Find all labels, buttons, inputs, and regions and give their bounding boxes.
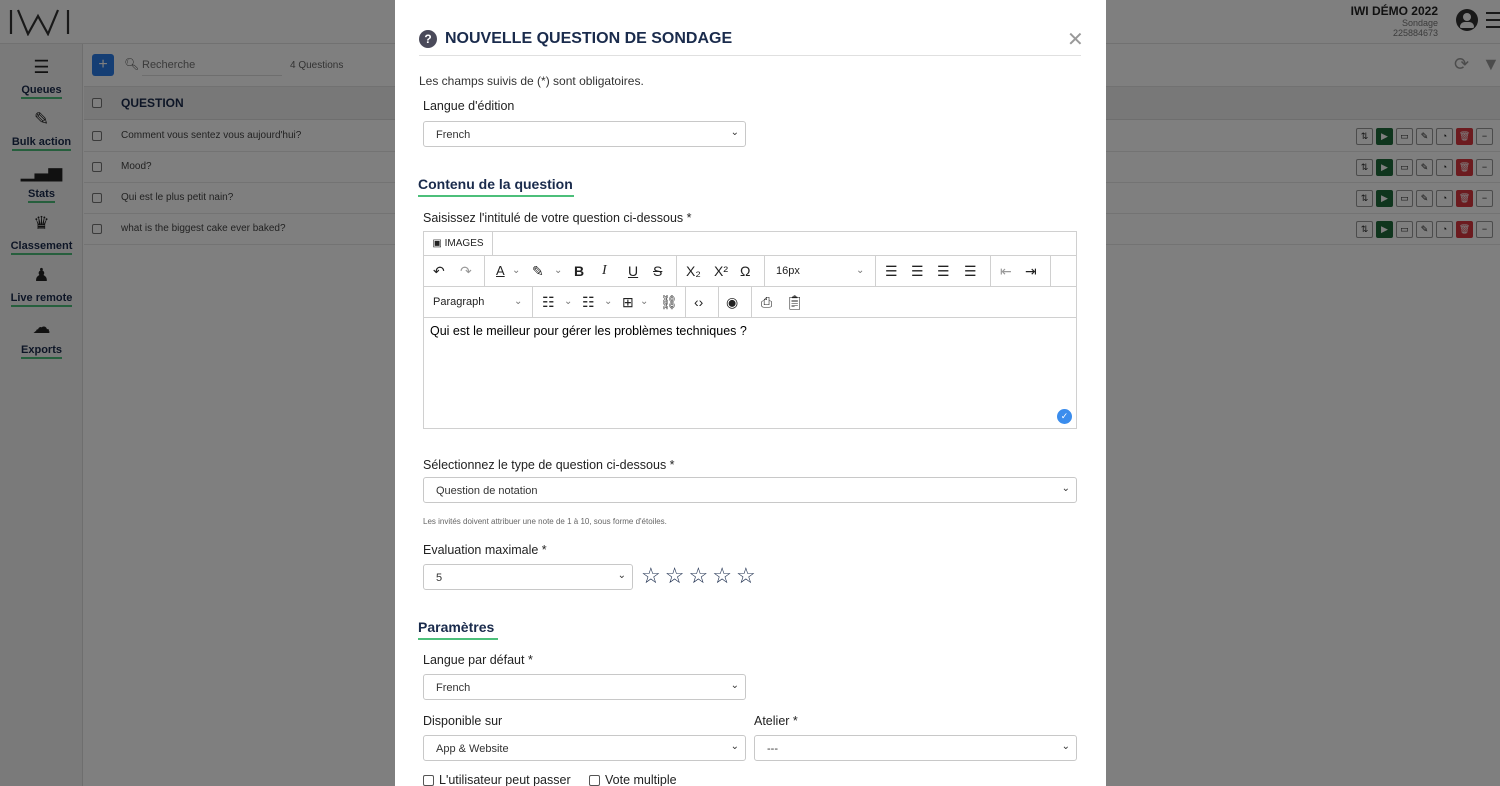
chevron-down-icon[interactable]: ⌄ [554,265,563,276]
default-language-label: Langue par défaut * [423,653,533,667]
source-code-icon[interactable]: ‹› [694,294,704,310]
highlight-icon[interactable]: ✎ [532,263,544,279]
user-can-skip-checkbox[interactable] [423,775,434,786]
close-icon[interactable]: ✕ [1067,29,1084,51]
toolbar-separator [1050,256,1051,287]
chevron-down-icon[interactable]: ⌄ [512,265,521,276]
images-tab-label: IMAGES [444,238,484,249]
toolbar-separator [676,256,677,287]
required-note: Les champs suivis de (*) sont obligatoires. [419,74,644,88]
print-icon[interactable]: ⎙ [761,294,773,310]
params-section-title [418,619,494,635]
select-value: App & Website [436,743,509,755]
superscript-icon[interactable]: X² [714,263,728,279]
align-center-icon[interactable]: ☰ [911,263,924,279]
question-type-hint: Les invités doivent attribuer une note de 1 à 10, sous forme d'étoiles. [423,517,667,526]
toolbar-separator [751,287,752,318]
text-color-icon[interactable]: A [496,263,505,278]
paste-icon[interactable]: 📋︎ [786,294,804,310]
align-right-icon[interactable]: ☰ [937,263,950,279]
chevron-down-icon: ⌄ [617,570,626,581]
default-language-select[interactable] [423,674,746,700]
content-section-title [418,176,573,192]
star-icon: ☆ [712,563,736,588]
editor-content[interactable]: Qui est le meilleur pour gérer les problèmes techniques ? [430,324,747,338]
select-value: French [436,129,471,141]
toolbar-separator [718,287,719,318]
edit-language-select[interactable] [423,121,746,147]
chevron-down-icon: ⌄ [1061,483,1070,494]
workshop-select[interactable] [754,735,1077,761]
chevron-down-icon[interactable]: ⌄ [564,296,573,307]
question-icon: ? [419,30,437,48]
bullet-list-icon[interactable]: ☷ [542,294,555,310]
toolbar-separator [990,256,991,287]
section-underline [418,638,498,640]
italic-icon[interactable]: I [602,263,607,278]
link-icon[interactable]: ⛓ [660,294,678,310]
numbered-list-icon[interactable]: ☷ [582,294,595,310]
chevron-down-icon[interactable]: ⌄ [640,296,649,307]
edit-language-label: Langue d'édition [423,99,515,113]
section-underline [418,195,574,197]
multiple-vote-option[interactable] [589,773,677,786]
table-icon[interactable]: ⊞ [622,294,634,310]
redo-icon[interactable]: ↷ [460,263,472,279]
workshop-label: Atelier * [754,714,798,728]
chevron-down-icon[interactable]: ⌄ [856,265,865,276]
checkbox-label: Vote multiple [605,773,677,786]
indent-icon[interactable]: ⇥ [1025,263,1037,279]
section-title-text: Paramètres [418,619,495,635]
special-character-icon[interactable]: Ω [740,263,751,279]
available-on-select[interactable] [423,735,746,761]
section-title-text: Contenu de la question [418,176,573,192]
select-value: French [436,682,471,694]
chevron-down-icon: ⌄ [1061,741,1070,752]
bold-icon[interactable]: B [574,263,585,279]
user-can-skip-option[interactable] [423,773,571,786]
star-rating-preview [641,563,760,589]
editor-tabs [424,232,1076,256]
question-type-select[interactable] [423,477,1077,503]
select-value: Question de notation [436,485,538,497]
question-type-label: Sélectionnez le type de question ci-dessous * [423,458,675,472]
chevron-down-icon[interactable]: ⌄ [604,296,613,307]
toolbar-separator [532,287,533,318]
star-icon: ☆ [688,563,713,588]
strikethrough-icon[interactable]: S [653,263,663,279]
font-size-select[interactable]: 16px [776,265,800,277]
star-icon: ☆ [664,563,689,588]
select-value: 5 [436,572,443,584]
chevron-down-icon: ⌄ [730,680,739,691]
modal-header [419,30,732,48]
multiple-vote-checkbox[interactable] [589,775,600,786]
editor-toolbar-row-1 [424,256,1076,287]
star-icon: ☆ [641,563,665,588]
toolbar-separator [764,256,765,287]
image-icon: ▣ [432,238,445,249]
block-format-select[interactable]: Paragraph [433,296,485,308]
question-label: Saisissez l'intitulé de votre question ci-dessous * [423,211,692,225]
available-on-label: Disponible sur [423,714,503,728]
chevron-down-icon: ⌄ [730,127,739,138]
new-question-modal [395,0,1106,786]
star-icon: ☆ [735,563,760,588]
toolbar-separator [875,256,876,287]
subscript-icon[interactable]: X₂ [686,263,701,279]
rich-text-editor [423,231,1077,429]
select-value: --- [767,743,778,755]
align-left-icon[interactable]: ☰ [885,263,898,279]
undo-icon[interactable]: ↶ [433,263,445,279]
check-icon: ✓ [1057,409,1072,424]
toolbar-separator [685,287,686,318]
divider [419,55,1081,56]
toolbar-separator [484,256,485,287]
max-rating-select[interactable] [423,564,633,590]
images-tab[interactable] [424,232,493,256]
editor-toolbar-row-2 [424,287,1076,318]
max-rating-label: Evaluation maximale * [423,543,547,557]
chevron-down-icon: ⌄ [730,741,739,752]
chevron-down-icon[interactable]: ⌄ [514,296,523,307]
modal-title: NOUVELLE QUESTION DE SONDAGE [445,30,733,47]
align-justify-icon[interactable]: ☰ [964,263,977,279]
underline-icon[interactable]: U [628,263,639,279]
preview-eye-icon[interactable]: ◉ [726,294,739,310]
checkbox-label: L'utilisateur peut passer [439,773,571,786]
outdent-icon[interactable]: ⇤ [1000,263,1012,279]
